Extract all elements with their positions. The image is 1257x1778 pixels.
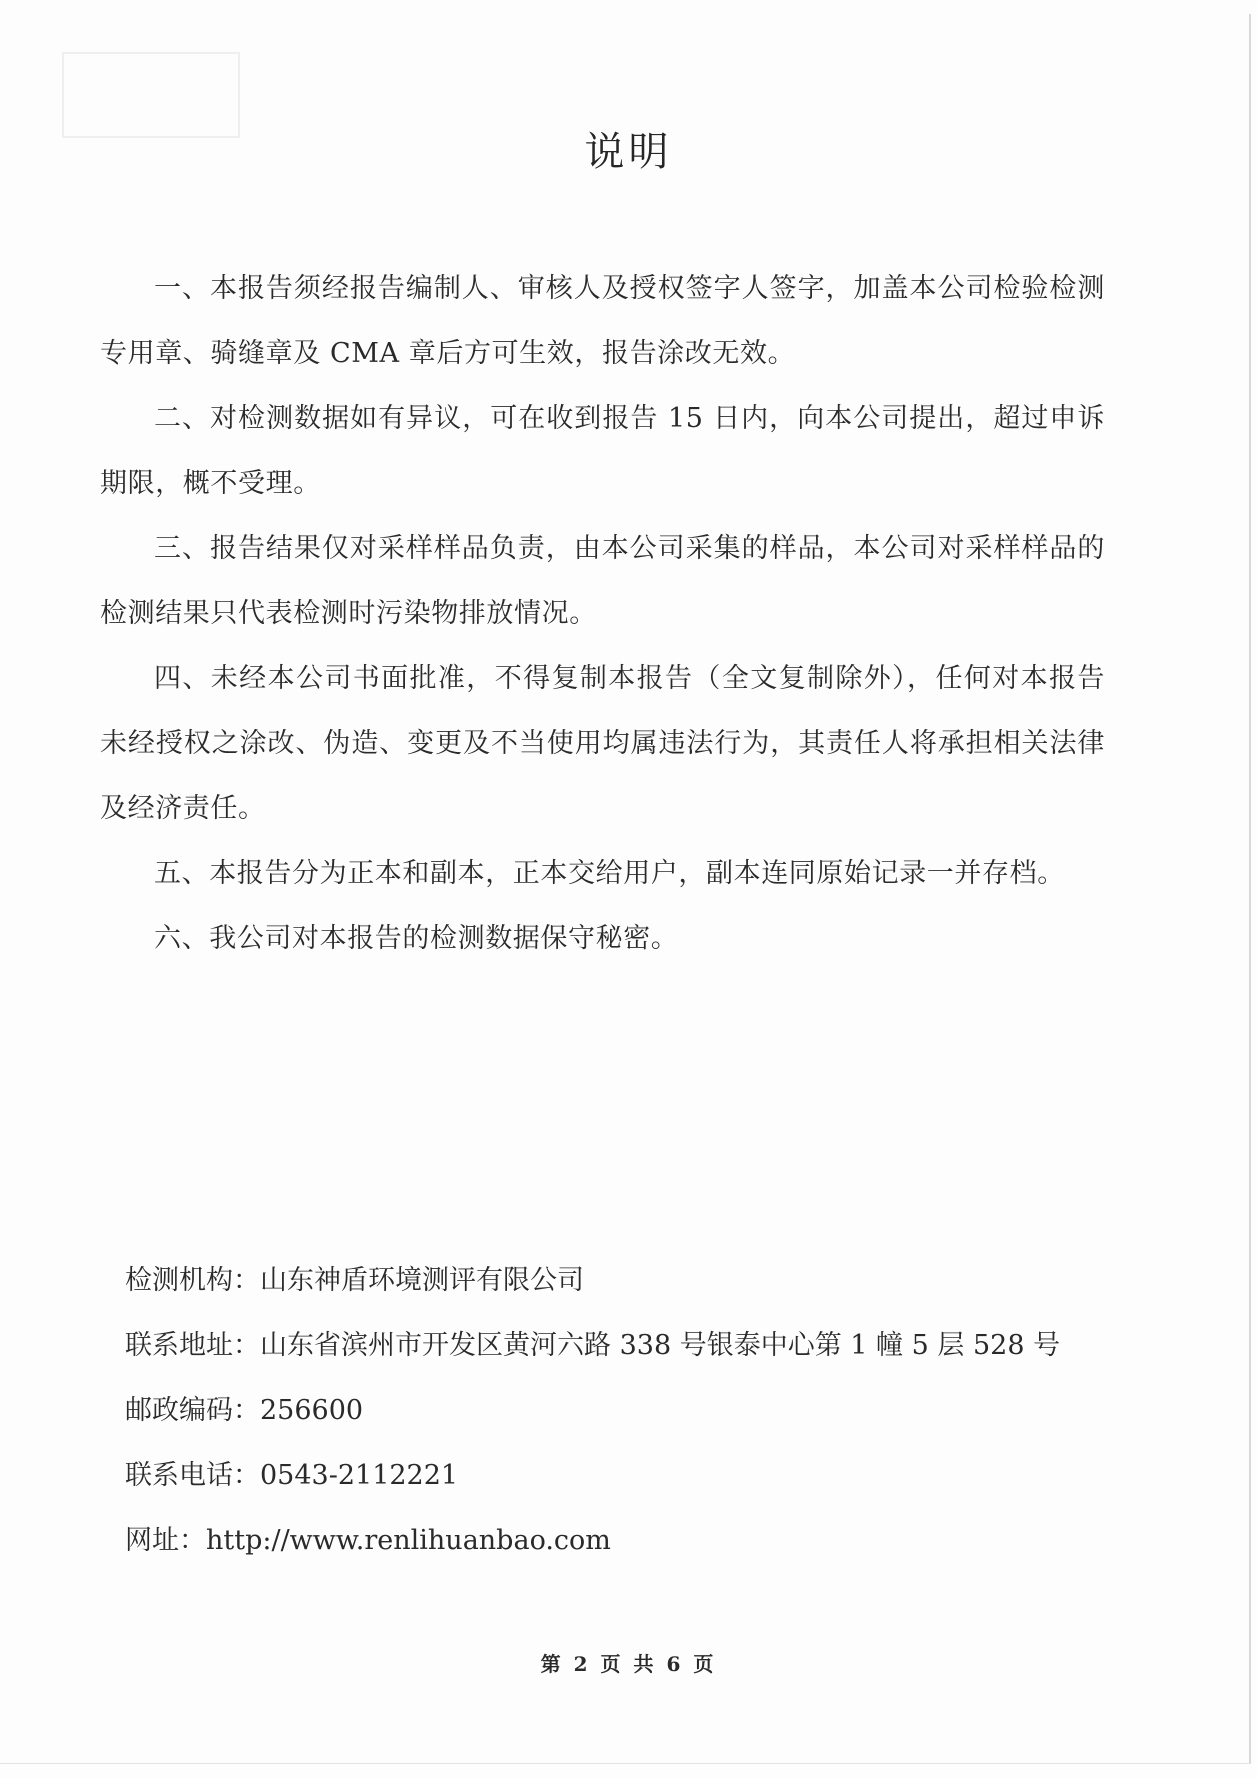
contact-address-label: 联系地址：	[125, 1330, 260, 1361]
clause-3: 三、报告结果仅对采样样品负责，由本公司采集的样品，本公司对采样样品的检测结果只代表检测时污染物排放情况。	[100, 533, 1105, 629]
contact-address-row	[125, 1313, 1125, 1378]
contact-postcode-label: 邮政编码：	[125, 1395, 260, 1426]
clause-4: 四、未经本公司书面批准，不得复制本报告（全文复制除外），任何对本报告未经授权之涂改、伪造、变更及不当使用均属违法行为，其责任人将承担相关法律及经济责任。	[100, 663, 1105, 824]
contact-website-label: 网址：	[125, 1525, 206, 1556]
contact-phone-row	[125, 1443, 1125, 1508]
clause-2: 二、对检测数据如有异议，可在收到报告 15 日内，向本公司提出，超过申诉期限，概不受理。	[100, 403, 1105, 499]
contact-postcode-row	[125, 1378, 1125, 1443]
page-edge-bottom	[0, 1763, 1250, 1764]
clause-6: 六、我公司对本报告的检测数据保守秘密。	[154, 923, 679, 954]
clause-list	[100, 256, 1105, 971]
contact-org-value: 山东神盾环境测评有限公司	[260, 1265, 584, 1296]
contact-org-row	[125, 1248, 1125, 1313]
page-number-footer: 第 2 页 共 6 页	[540, 1652, 717, 1676]
contact-block	[125, 1248, 1125, 1573]
contact-address-value: 山东省滨州市开发区黄河六路 338 号银泰中心第 1 幢 5 层 528 号	[260, 1330, 1061, 1361]
document-title: 说明	[584, 129, 673, 175]
contact-phone-label: 联系电话：	[125, 1460, 260, 1491]
contact-postcode-value: 256600	[260, 1395, 364, 1426]
page-edge-right	[1249, 14, 1251, 1764]
clause-5: 五、本报告分为正本和副本，正本交给用户，副本连同原始记录一并存档。	[154, 858, 1065, 889]
contact-website-value: http://www.renlihuanbao.com	[206, 1525, 611, 1556]
contact-org-label: 检测机构：	[125, 1265, 260, 1296]
contact-phone-value: 0543-2112221	[260, 1460, 459, 1491]
clause-1: 一、本报告须经报告编制人、审核人及授权签字人签字，加盖本公司检验检测专用章、骑缝章及 CMA 章后方可生效，报告涂改无效。	[100, 273, 1105, 369]
contact-website-row	[125, 1508, 1125, 1573]
